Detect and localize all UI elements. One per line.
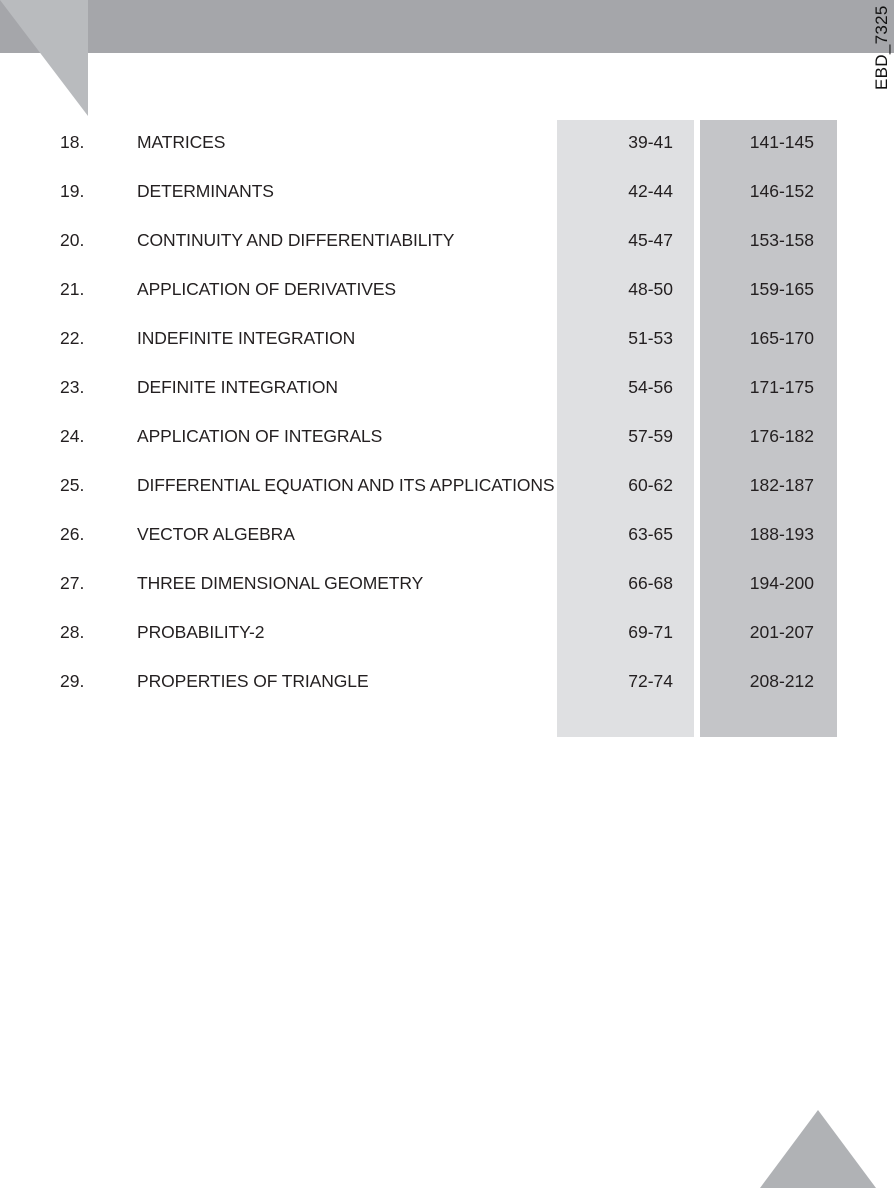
header-band xyxy=(0,0,894,53)
chapter-number: 26. xyxy=(60,524,85,544)
solution-page-range[interactable]: 188-193 xyxy=(749,524,814,544)
book-code: EBD_7325 xyxy=(872,5,891,90)
question-page-range[interactable]: 60-62 xyxy=(628,475,673,495)
solution-page-range[interactable]: 182-187 xyxy=(749,475,814,495)
solution-page-range[interactable]: 165-170 xyxy=(749,328,814,348)
chapter-number: 25. xyxy=(60,475,85,495)
chapter-title[interactable]: DEFINITE INTEGRATION xyxy=(137,377,338,397)
solution-page-range[interactable]: 153-158 xyxy=(749,230,814,250)
solution-page-range[interactable]: 208-212 xyxy=(749,671,814,691)
chapter-title[interactable]: THREE DIMENSIONAL GEOMETRY xyxy=(137,573,424,593)
bottom-triangle-decoration xyxy=(760,1110,876,1188)
chapter-number: 29. xyxy=(60,671,85,691)
toc-row[interactable] xyxy=(0,316,894,365)
chapter-number: 21. xyxy=(60,279,85,299)
question-page-range[interactable]: 57-59 xyxy=(628,426,673,446)
chapter-number: 23. xyxy=(60,377,85,397)
toc-row[interactable] xyxy=(0,120,894,169)
chapter-number: 19. xyxy=(60,181,85,201)
toc-row[interactable] xyxy=(0,414,894,463)
chapter-number: 27. xyxy=(60,573,85,593)
toc-row[interactable] xyxy=(0,512,894,561)
chapter-title[interactable]: PROPERTIES OF TRIANGLE xyxy=(137,671,369,691)
solution-page-range[interactable]: 146-152 xyxy=(749,181,814,201)
question-page-range[interactable]: 48-50 xyxy=(628,279,673,299)
question-page-range[interactable]: 63-65 xyxy=(628,524,673,544)
toc-row[interactable] xyxy=(0,267,894,316)
solution-page-range[interactable]: 194-200 xyxy=(749,573,814,593)
chapter-title[interactable]: DETERMINANTS xyxy=(137,181,274,201)
toc-row[interactable] xyxy=(0,463,894,512)
question-page-range[interactable]: 72-74 xyxy=(628,671,673,691)
chapter-title[interactable]: DIFFERENTIAL EQUATION AND ITS APPLICATIONS xyxy=(137,475,555,495)
chapter-title[interactable]: INDEFINITE INTEGRATION xyxy=(137,328,356,348)
chapter-title[interactable]: CONTINUITY AND DIFFERENTIABILITY xyxy=(137,230,455,250)
chapter-number: 24. xyxy=(60,426,85,446)
question-page-range[interactable]: 45-47 xyxy=(628,230,673,250)
chapter-number: 22. xyxy=(60,328,85,348)
corner-triangle-decoration xyxy=(0,0,88,116)
table-of-contents xyxy=(0,120,894,708)
chapter-title[interactable]: APPLICATION OF DERIVATIVES xyxy=(137,279,396,299)
solution-page-range[interactable]: 141-145 xyxy=(749,132,814,152)
chapter-title[interactable]: PROBABILITY-2 xyxy=(137,622,265,642)
question-page-range[interactable]: 54-56 xyxy=(628,377,673,397)
question-page-range[interactable]: 66-68 xyxy=(628,573,673,593)
solution-page-range[interactable]: 201-207 xyxy=(749,622,814,642)
solution-page-range[interactable]: 176-182 xyxy=(749,426,814,446)
question-page-range[interactable]: 69-71 xyxy=(628,622,673,642)
question-page-range[interactable]: 51-53 xyxy=(628,328,673,348)
toc-row[interactable] xyxy=(0,561,894,610)
toc-row[interactable] xyxy=(0,659,894,708)
toc-row[interactable] xyxy=(0,218,894,267)
toc-row[interactable] xyxy=(0,610,894,659)
question-page-range[interactable]: 42-44 xyxy=(628,181,673,201)
chapter-title[interactable]: APPLICATION OF INTEGRALS xyxy=(137,426,383,446)
solution-page-range[interactable]: 159-165 xyxy=(749,279,814,299)
chapter-number: 28. xyxy=(60,622,85,642)
question-page-range[interactable]: 39-41 xyxy=(628,132,673,152)
chapter-title[interactable]: VECTOR ALGEBRA xyxy=(137,524,295,544)
toc-row[interactable] xyxy=(0,169,894,218)
chapter-title[interactable]: MATRICES xyxy=(137,132,226,152)
toc-row[interactable] xyxy=(0,365,894,414)
chapter-number: 18. xyxy=(60,132,85,152)
chapter-number: 20. xyxy=(60,230,85,250)
solution-page-range[interactable]: 171-175 xyxy=(749,377,814,397)
